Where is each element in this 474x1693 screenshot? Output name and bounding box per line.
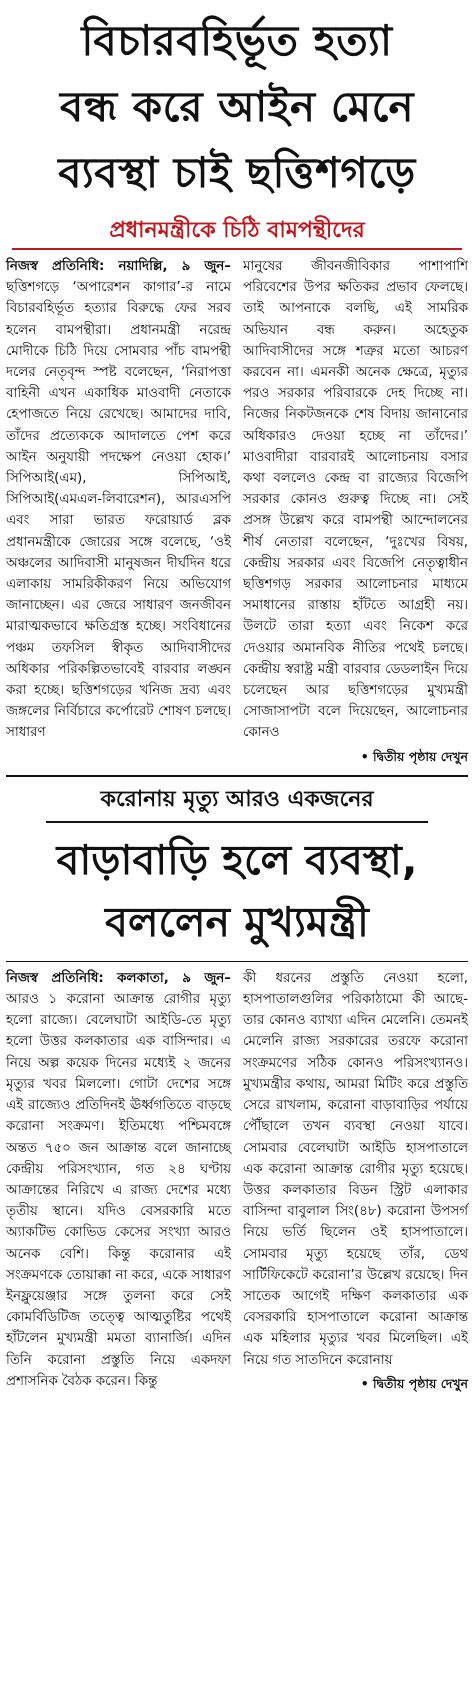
story2-body (6, 968, 468, 1394)
story1-text-col2: মানুষের জীবনজীবিকার পাশাপাশি পরিবেশের উপর ক্ষতিকর প্রভাব ফেলছে। তাই আপনাকে বলছি, এই সামরিক অভিযান বন্ধ করুন। অহেতুক আদিবাসীদের সঙ্গে শত্রুর মতো আচরণ করবেন না। এমনকী অনেক ক্ষেত্রে, মৃত্যুর পরও সরকার পরিবারকে দেহ দিচ্ছে না। নিজের নিকটজনকে শেষ বিদায় জানানোর অধিকারও দেওয়া হচ্ছে না তাঁদের।’ মাওবাদীরা বারবারই আলোচনায় বসার কথা বললেও কেন্দ্র বা রাজ্যের বিজেপি সরকার কোনও গুরুত্ব দিচ্ছে না। সেই প্রসঙ্গ উল্লেখ করে বামপন্থী আন্দোলনের শীর্ষ নেতারা বলেছেন, ‘দুঃখের বিষয়, কেন্দ্রীয় সরকার এবং বিজেপি নেতৃত্বাধীন ছত্তিশগড় সরকার আলোচনার মাধ্যমে সমাধানের রাস্তায় হাঁটতে আগ্রহী নয়। উলটে তারা হত্যা এবং নিকেশ করে দেওয়ার অমানবিক নীতির পথেই চলছে। কেন্দ্রীয় স্বরাষ্ট্র মন্ত্রী বারবার ডেডলাইন দিয়ে চলেছেন আর ছত্তিশগড়ের মুখ্যমন্ত্রী সোজাসাপটা বলে দিয়েছেন, আলোচনার কোনও (243, 259, 468, 741)
story2-paragraph (6, 968, 231, 1392)
story1-subheadline-wrap (6, 216, 468, 246)
story2-text-col1: আরও ১ করোনা আক্রান্ত রোগীর মৃত্যু হলো রাজ্যে। বেলেঘাটা আইডি-তে মৃত্যু হলো উত্তর কলকাতার এক বাসিন্দার। এ নিয়ে অল্প কয়েক দিনের মধ্যেই ২ জনের মৃত্যুর খবর মিললো। গোটা দেশের সঙ্গে এই রাজ্যেও প্রতিদিনই ঊর্ধ্বগতিতে বাড়ছে করোনা সংক্রমণ। ইতিমধ্যে পশ্চিমবঙ্গে অন্তত ৭৫০ জন আক্রান্ত বলে জানাচ্ছে কেন্দ্রীয় পরিসংখ্যান, গত ২৪ ঘণ্টায় আক্রান্তের নিরিখে এ রাজ্য দেশের মধ্যে তৃতীয় স্থানে। যদিও বেসরকারি মতে অ্যাকটিভ কোভিড কেসের সংখ্যা আরও অনেক বেশি। কিন্তু করোনার এই সংক্রমণকে তোয়াক্কা না করে, একে সাধারণ ইনফ্লুয়েঞ্জার সঙ্গে তুলনা করে সেই কোমর্বিডিটিজ তত্ত্বে আত্মতুষ্টির পথেই হাঁটলেন মুখ্যমন্ত্রী মমতা ব্যানার্জি। এদিন তিনি করোনা প্রস্তুতি নিয়ে একদফা প্রশাসনিক বৈঠক করেন। কিন্তু (6, 992, 232, 1389)
story2-divider (6, 961, 468, 962)
story2-kicker: করোনায় মৃত্যু আরও একজনের (100, 786, 374, 812)
story2-column-left (6, 968, 231, 1394)
story2-text-col2: কী ধরনের প্রস্তুতি নেওয়া হলো, হাসপাতালগুলির পরিকাঠামো কী আছে- তার কোনও ব্যাখ্যা এদিন মেলেনি। তেমনই মেলেনি রাজ্য সরকারের তরফে করোনা সংক্রমণের সঠিক কোনও পরিসংখ্যানও। মুখ্যমন্ত্রীর কথায়, আমরা মিটিং করে প্রস্তুতি সেরে রাখলাম, করোনা বাড়াবাড়ির পর্যায়ে পৌঁছালে তখন ব্যবস্থা নেওয়া যাবে। সোমবার বেলেঘাটা আইডি হাসপাতালে এক করোনা আক্রান্ত রোগীর মৃত্যু হয়েছে। উত্তর কলকাতার বিডন স্ট্রিট এলাকার বাসিন্দা বাবুলাল সিং(৪৮) করোনা উপসর্গ নিয়ে ভর্তি ছিলেন ওই হাসপাতালে। সোমবার মৃত্যু হয়েছে তাঁর, ডেথ সার্টিফিকেটে করোনা’র উল্লেখ রয়েছে। দিন সাতেক আগেই দক্ষিণ কলকাতার এক বেসরকারি হাসপাতালে করোনা আক্রান্ত এক মহিলার মৃত্যুর খবর মিলেছিল। এই নিয়ে গত সাতদিনে করোনায় (243, 970, 468, 1368)
kicker-underline (46, 821, 428, 823)
story1-byline: নিজস্ব প্রতিনিধি: নয়াদিল্লি, ৯ জুন– (6, 259, 231, 274)
newspaper-page (0, 8, 474, 1693)
story2-column-right (243, 968, 468, 1394)
story2-byline: নিজস্ব প্রতিনিধি: কলকাতা, ৯ জুন– (6, 970, 231, 986)
story1-text-col1: ছত্তিশগড়ে ‘অপারেশন কাগার’-র নামে বিচারবহির্ভূত হত্যার বিরুদ্ধে ফের সরব হলেন বামপন্থীরা। প্রধানমন্ত্রী নরেন্দ্র মোদীকে চিঠি দিয়ে সোমবার পাঁচ বামপন্থী দলের নেতৃবৃন্দ স্পষ্ট বলেছেন, ‘নিরাপত্তা বাহিনী এখন একাধিক মাওবাদী নেতাকে হেপাজতে নিয়ে রেখেছে। আমাদের দাবি, তাঁদের প্রত্যেককে আদালতে পেশ করে আইন অনুযায়ী পদক্ষেপ নেওয়া হোক।’ সিপিআই(এম), সিপিআই, সিপিআই(এমএল-লিবারেশন), আরএসপি এবং সারা ভারত ফরোয়ার্ড ব্লক প্রধানমন্ত্রীকে জোরের সঙ্গে বলেছে, ‘ওই অঞ্চলের আদিবাসী মানুষজন দীর্ঘদিন ধরে এলাকায় সামরিকীকরণ নিয়ে অভিযোগ জানাচ্ছেন। এর জেরে সাধারণ জনজীবন মারাত্মকভাবে ক্ষতিগ্রস্ত হচ্ছে। সংবিধানের পঞ্চম তফসিল স্বীকৃত আদিবাসীদের অধিকার পরিকল্পিতভাবেই বারবার লঙ্ঘন করা হচ্ছে। ছত্তিশগড়ের খনিজ দ্রব্য এবং জঙ্গলের নির্বিচারে কর্পোরেট শোষণ চলছে। সাধারণ (6, 280, 231, 741)
story2-headline-line: বললেন মুখ্যমন্ত্রী (105, 897, 369, 946)
story2-headline (6, 829, 468, 953)
story1-headline-line: বন্ধ করে আইন মেনে (59, 82, 415, 131)
story2-continued-note: • দ্বিতীয় পৃষ্ঠায় দেখুন (360, 1375, 468, 1391)
story1-column-right (243, 256, 468, 767)
story1-headline-line: বিচারবহির্ভূত হত্যা (81, 16, 393, 65)
story1-paragraph (6, 256, 231, 744)
story1-column-left (6, 256, 231, 767)
story1-subheadline: প্রধানমন্ত্রীকে চিঠি বামপন্থীদের (109, 218, 365, 243)
story2-headline-line: বাড়াবাড়ি হলে ব্যবস্থা, (56, 835, 418, 884)
story1-body (6, 256, 468, 767)
subheadline-underline (12, 248, 462, 250)
section-divider (6, 775, 468, 777)
story1-headline-line: ব্যবস্থা চাই ছত্তিশগড়ে (58, 148, 416, 197)
story1-continued-note: • দ্বিতীয় পৃষ্ঠায় দেখুন (360, 748, 468, 764)
story1-headline (6, 8, 468, 206)
